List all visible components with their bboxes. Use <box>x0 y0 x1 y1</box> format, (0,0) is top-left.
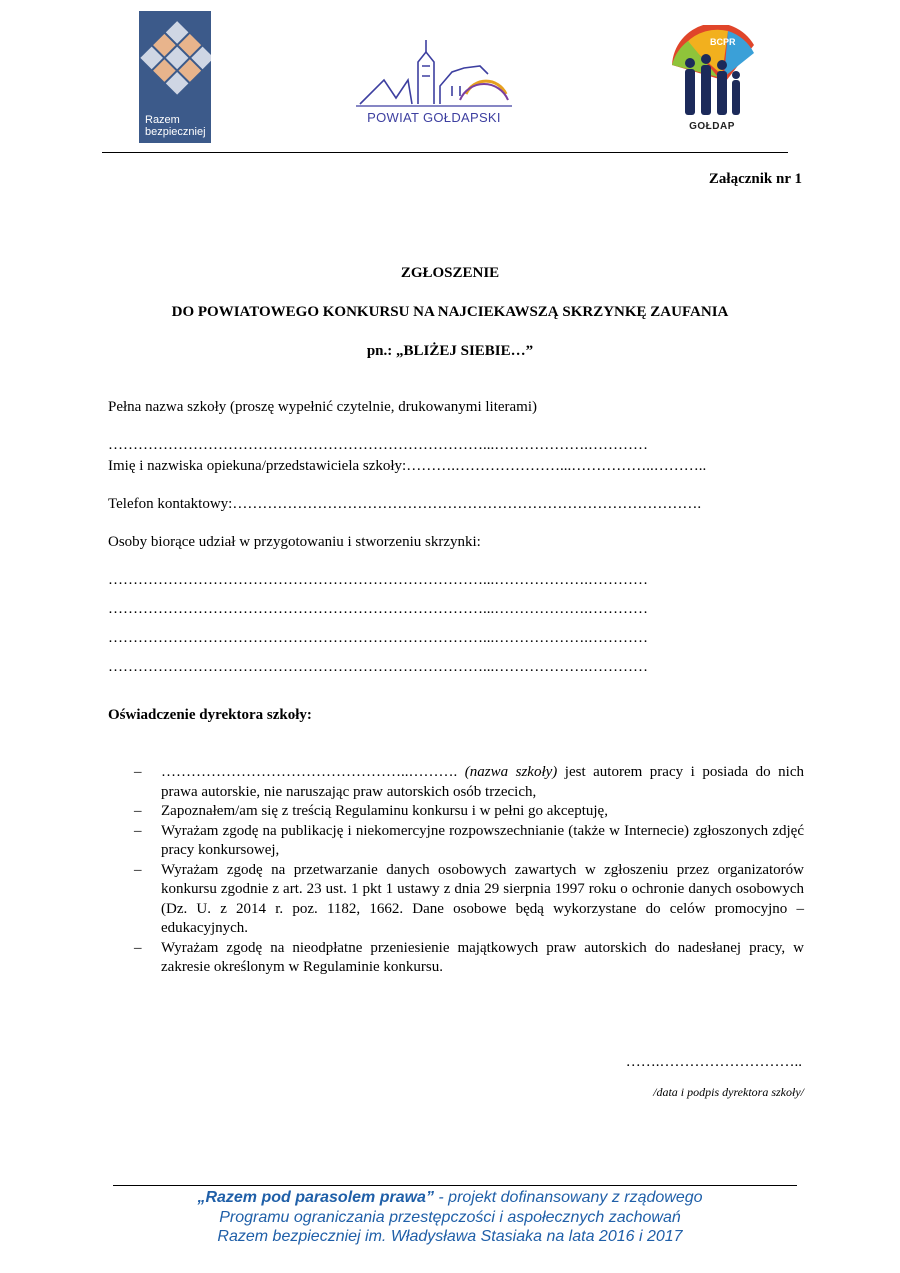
declaration-heading: Oświadczenie dyrektora szkoły: <box>108 707 312 723</box>
razem-bezpieczniej-logo <box>139 11 211 143</box>
tiles-graphic <box>139 11 211 109</box>
declaration-text: Wyrażam zgodę na publikację i niekomercyjne rozpowszechnianie (także w Internecie) zgłoszonych zdjęć pracy konkursowej, <box>161 822 804 858</box>
participant-line[interactable]: …………………………………………………………………...……………….………… <box>108 572 648 588</box>
logo-right-caption: GOŁDAP <box>689 121 735 132</box>
participant-line[interactable]: …………………………………………………………………...……………….………… <box>108 659 648 675</box>
participants-label: Osoby biorące udział w przygotowaniu i stworzeniu skrzynki: <box>108 534 481 550</box>
declaration-list <box>134 763 804 978</box>
footer-line-2: Programu ograniczania przestępczości i aspołecznych zachowań <box>219 1209 681 1226</box>
participant-line[interactable]: …………………………………………………………………...……………….………… <box>108 630 648 646</box>
bcpr-goldap-logo <box>666 25 758 133</box>
bullet-dash: – <box>134 803 142 819</box>
declaration-item <box>134 939 804 978</box>
bullet-dash: – <box>134 939 142 956</box>
header-divider <box>102 152 788 153</box>
declaration-text: Wyrażam zgodę na nieodpłatne przeniesienie majątkowych praw autorskich do nadesłanej pracy, w zakresie określonym w Regulaminie konkursu. <box>161 939 804 975</box>
signature-label: /data i podpis dyrektora szkoły/ <box>653 1085 804 1099</box>
bullet-dash: – <box>134 822 142 839</box>
project-name: „Razem pod parasolem prawa” <box>197 1189 434 1206</box>
annex-label: Załącznik nr 1 <box>708 171 802 187</box>
declaration-text: jest autorem pracy i posiada do nich prawa autorskie, nie naruszając praw autorskich osób trzecich, <box>161 764 804 800</box>
bullet-dash: – <box>134 764 142 780</box>
declaration-item <box>134 861 804 939</box>
logo-left-caption: Razem bezpieczniej <box>145 114 206 138</box>
signature-field[interactable]: …….……………………….. <box>625 1054 802 1070</box>
declaration-item <box>134 763 804 802</box>
umbrella-people-graphic <box>666 25 758 121</box>
logo-center-caption: POWIAT GOŁDAPSKI <box>367 110 501 125</box>
school-name-label: Pełna nazwa szkoły (proszę wypełnić czytelnie, drukowanymi literami) <box>108 399 538 415</box>
document-subtitle: DO POWIATOWEGO KONKURSU NA NAJCIEKAWSZĄ SKRZYNKĘ ZAUFANIA <box>171 304 729 320</box>
school-name-hint: (nazwa szkoły) <box>457 764 558 780</box>
declaration-item <box>134 802 804 822</box>
umbrella-letters: BCPR <box>710 37 736 47</box>
bullet-dash: – <box>134 861 142 878</box>
footer-line-1-text: - projekt dofinansowany z rządowego <box>433 1189 703 1206</box>
document-title: ZGŁOSZENIE <box>400 265 500 281</box>
school-name-field[interactable]: …………………………………………………………………...……………….………… <box>108 437 648 453</box>
participant-line[interactable]: …………………………………………………………………...……………….………… <box>108 601 648 617</box>
town-skyline-graphic <box>356 36 512 110</box>
school-name-blank[interactable]: …………………………………………..………. <box>161 764 458 780</box>
footer-line-1 <box>0 1188 900 1207</box>
guardian-field[interactable]: Imię i nazwiska opiekuna/przedstawiciela szkoły:……….…………………...……………..……….. <box>108 458 707 474</box>
footer-line-3: Razem bezpieczniej im. Władysława Stasiaka na lata 2016 i 2017 <box>217 1228 683 1245</box>
declaration-item <box>134 822 804 861</box>
powiat-goldapski-logo <box>356 36 512 128</box>
declaration-text: Zapoznałem/am się z treścią Regulaminu konkursu i w pełni go akceptuję, <box>161 803 608 819</box>
phone-field[interactable]: Telefon kontaktowy:…………………………………………………………………………………. <box>108 496 702 512</box>
contest-name: pn.: „BLIŻEJ SIEBIE…” <box>366 343 534 359</box>
declaration-text: Wyrażam zgodę na przetwarzanie danych osobowych zawartych w zgłoszeniu przez organizatorów konkursu zgodnie z art. 23 ust. 1 pkt 1 ustawy z dnia 29 sierpnia 1997 roku o ochronie danych osobowych (Dz. U. z 2014 r. poz. 1182, 1662. Dane osobowe będą wykorzystane do celów promocyjno – edukacyjnych. <box>161 861 804 936</box>
footer-divider <box>113 1185 797 1186</box>
